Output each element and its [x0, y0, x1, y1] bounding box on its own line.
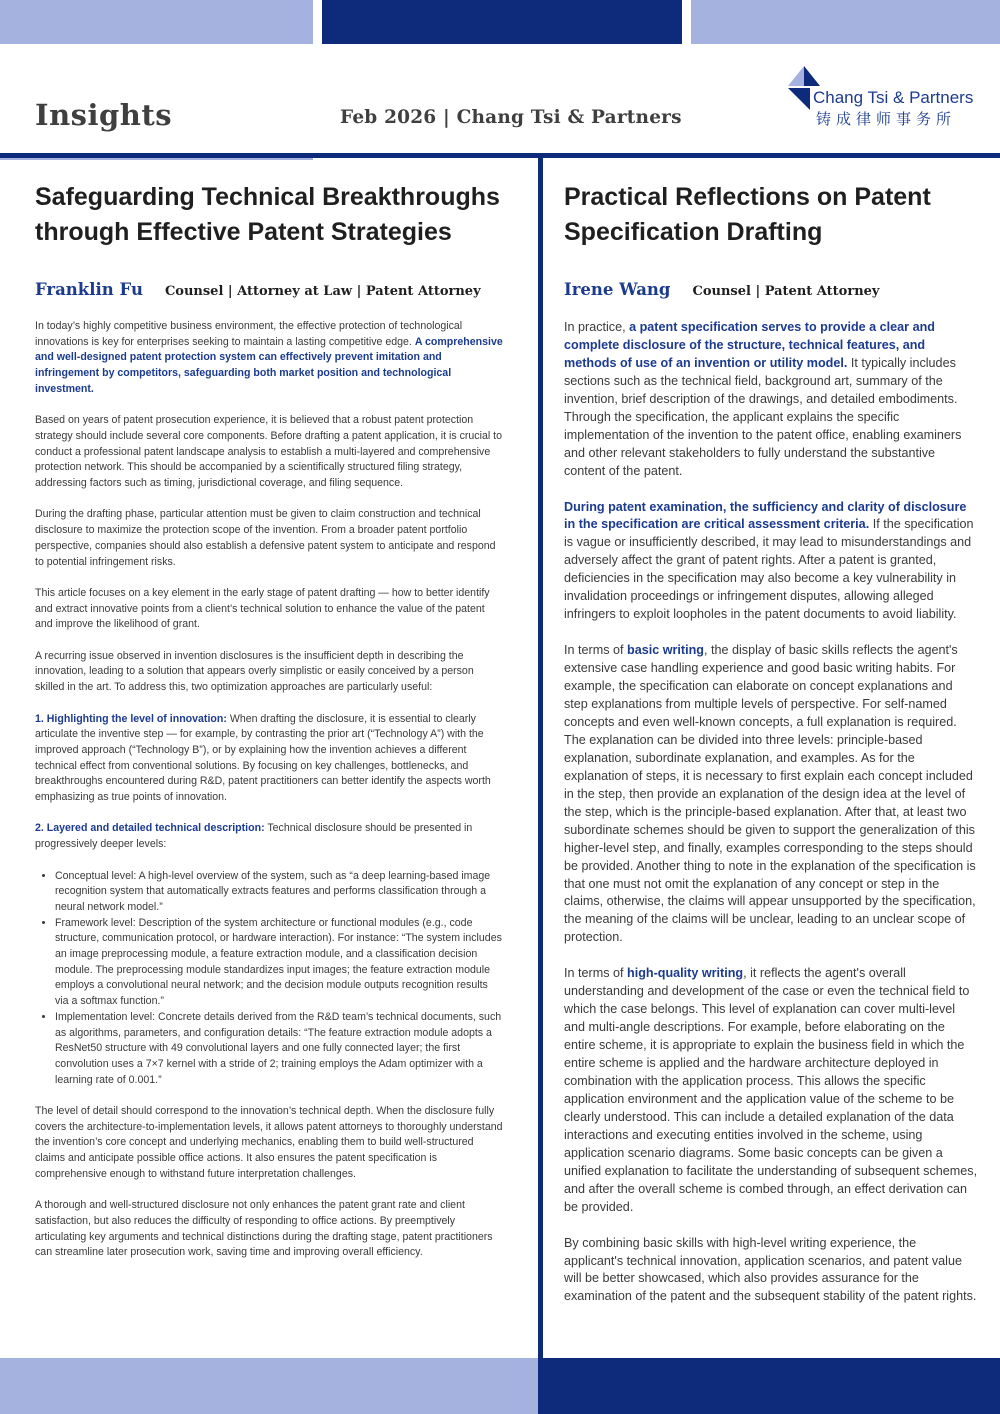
logo-text-cn: 铸成律师事务所 [816, 110, 957, 128]
author-role: Counsel | Attorney at Law | Patent Attorney [164, 284, 481, 299]
firm-logo [786, 64, 986, 134]
header-rule-accent [0, 158, 313, 160]
paragraph: During the drafting phase, particular attention must be given to claim construction and technical disclosure to maximize the protection scope of the invention. From a broader patent portfolio perspective, companies should also establish a defensive patent system to anticipate and respond to potential infringement risks. [35, 508, 496, 568]
top-band-left [0, 0, 313, 44]
author-byline [564, 280, 978, 299]
author-byline [35, 280, 503, 299]
paragraph: The level of detail should correspond to the innovation’s technical depth. When the disclosure fully covers the architecture-to-implementation levels, it allows patent attorneys to thoroughly understand the invention’s core concept and underlying mechanics, enabling them to build well-structured claims and anticipate possible office actions. It also ensures the patent specification is comprehensive enough to withstand future interpretation challenges. [35, 1105, 503, 1180]
paragraph: In today’s highly competitive business environment, the effective protection of technological innovations is key for enterprises seeking to maintain a lasting competitive edge. A comprehensive and well-designed patent protection system can effectively prevent imitation and infringement by competitors, safeguarding both market position and technological investment. [35, 320, 503, 395]
highlight-text: 1. Highlighting the level of innovation: [35, 712, 227, 725]
article-title: Practical Reflections on Patent Specification Drafting [564, 183, 931, 246]
author-role: Counsel | Patent Attorney [692, 284, 880, 299]
paragraph: This article focuses on a key element in the early stage of patent drafting — how to better identify and extract innovative points from a client’s technical solution to enhance the value of the patent and improve the likelihood of grant. [35, 586, 490, 631]
highlight-text: high-quality writing [627, 966, 744, 981]
author-name: Irene Wang [564, 280, 671, 299]
paragraph: 1. Highlighting the level of innovation: When drafting the disclosure, it is essential to clearly articulate the inventive step — for example, by contrasting the prior art (“Technology A”) with the improved approach (“Technology B”), or by explaining how the invention achieves a different technical effect from conventional solutions. By focusing on key challenges, bottlenecks, and breakthroughs encountered during R&D, patent practitioners can better identify the aspects worth emphasizing as true points of innovation. [35, 712, 491, 804]
top-band-right [691, 0, 1000, 44]
highlight-text: a patent specification serves to provide a clear and complete disclosure of the structure, technical features, and methods of use of an invention or utility model. [564, 320, 935, 370]
paragraph: In terms of basic writing, the display of basic skills reflects the agent's extensive case handling experience and good basic writing habits. For example, the specification can elaborate on concept explanations and step explanations from multiple levels of perspective. For self-named concepts and even well-known concepts, a full explanation is required. The explanation can be divided into three levels: principle-based explanation, subordinate explanation, and examples. As for the explanation of steps, it is necessary to first explain each concept included in the step, then provide an explanation of the design idea at the level of the step, which is the principle-based explanation. After that, at least two subordinate schemes should be given to support the generalization of this higher-level step, and finally, examples corresponding to the steps should be provided. Another thing to note in the explanation of the specification is that one must not omit the explanation of any concept or step in the claims, otherwise, the claims will appear unsupported by the specification, the meaning of the claims will be unclear, leading to an unclear scope of protection. [564, 643, 976, 945]
bottom-band-right [543, 1358, 1000, 1414]
left-article [35, 180, 503, 1277]
issue-date-firm: Feb 2026 | Chang Tsi & Partners [340, 107, 682, 128]
paragraph: By combining basic skills with high-level writing experience, the applicant's technical innovation, application scenarios, and patent value will be better showcased, which also provides assurance for the examination of the patent and the subsequent stability of the patent rights. [564, 1235, 977, 1304]
article-title: Safeguarding Technical Breakthroughs through Effective Patent Strategies [35, 183, 500, 246]
highlight-text: During patent examination, the sufficiency and clarity of disclosure in the specification are critical assessment criteria. [564, 499, 967, 532]
highlight-text: A comprehensive and well-designed patent protection system can effectively prevent imitation and infringement by competitors, safeguarding both market position and technological investment. [35, 335, 503, 395]
highlight-text: 2. Layered and detailed technical description: [35, 822, 265, 835]
paragraph: 2. Layered and detailed technical description: Technical disclosure should be presented in progressively deeper levels: [35, 822, 473, 851]
paragraph: A recurring issue observed in invention disclosures is the insufficient depth in describing the innovation, leading to a solution that appears overly simplistic or easily conceived by a person skilled in the art. To address this, two optimization approaches are particularly useful: [35, 649, 474, 694]
logo-text-en: Chang Tsi & Partners [813, 88, 974, 107]
page-title: Insights [35, 98, 173, 132]
top-band-center [322, 0, 682, 44]
paragraph: Based on years of patent prosecution experience, it is believed that a robust patent protection strategy should include several core components. Before drafting a patent application, it is crucial to conduct a professional patent landscape analysis to establish a multi-layered and comprehensive protection network. This should be accompanied by a scientifically structured filing strategy, addressing factors such as timing, jurisdictional coverage, and filing sequence. [35, 414, 502, 490]
list-item: • Framework level: Description of the system architecture or functional modules (e.g., code structure, communication protocol, or hardware interaction). For instance: “The system includes an image preprocessing module, a feature extraction module, and a classification decision module. The preprocessing module standardizes input images; the feature extraction module employs a convolutional neural network; and the decision module outputs recognition results via a softmax function.” [55, 916, 503, 1010]
paragraph: In practice, a patent specification serves to provide a clear and complete disclosure of the structure, technical features, and methods of use of an invention or utility model. It typically includes sections such as the technical field, background art, summary of the invention, brief description of the drawings, and detailed embodiments. Through the specification, the applicant explains the specific implementation of the invention to the patent office, enabling examiners and other relevant stakeholders to fully understand the substantive content of the patent. [564, 320, 962, 478]
right-article [564, 180, 978, 1324]
list-item: • Conceptual level: A high-level overview of the system, such as “a deep learning-based image recognition system that automatically extracts features and performs classification through a neural network model.” [55, 869, 503, 916]
bullet-list [35, 869, 503, 1089]
author-name: Franklin Fu [35, 280, 143, 299]
highlight-text: basic writing [627, 643, 704, 658]
paragraph: A thorough and well-structured disclosure not only enhances the patent grant rate and client satisfaction, but also reduces the difficulty of responding to office actions. By preemptively articulating key arguments and technical distinctions during the drafting stage, patent practitioners can streamline later prosecution work, saving time and improving overall efficiency. [35, 1199, 493, 1259]
column-divider [538, 158, 543, 1414]
bottom-band-left [0, 1358, 538, 1414]
paragraph: During patent examination, the sufficiency and clarity of disclosure in the specification are critical assessment criteria. If the specification is vague or insufficiently described, it may lead to misunderstandings and adversely affect the grant of patent rights. After a patent is granted, deficiencies in the specification may also become a key vulnerability in invalidation proceedings or infringement disputes, allowing alleged infringers to exploit loopholes in the patent documents to avoid liability. [564, 499, 974, 622]
list-item: • Implementation level: Concrete details derived from the R&D team’s technical documents, such as algorithms, parameters, and configuration details: “The feature extraction module adopts a ResNet50 structure with 49 convolutional layers and one fully connected layer; the first convolution uses a 7×7 kernel with a stride of 2; training employs the Adam optimizer with a learning rate of 0.001.” [55, 1010, 503, 1089]
paragraph: In terms of high-quality writing, it reflects the agent's overall understanding and development of the case or even the technical field to which the case belongs. This level of explanation can cover multi-level and multi-angle descriptions. For example, before elaborating on the entire scheme, it is appropriate to explain the business field in which the entire scheme is applied and the hardware architecture deployed in combination with the application process. This allows the specific application environment and the application value of the scheme to be clearly understood. This can include a detailed explanation of the data interactions and executing entities involved in the scheme, using application scenario diagrams. Some basic concepts can be given a unified explanation to facilitate the understanding of subsequent schemes, and after the overall scheme is combed through, an effect derivation can be provided. [564, 966, 978, 1214]
